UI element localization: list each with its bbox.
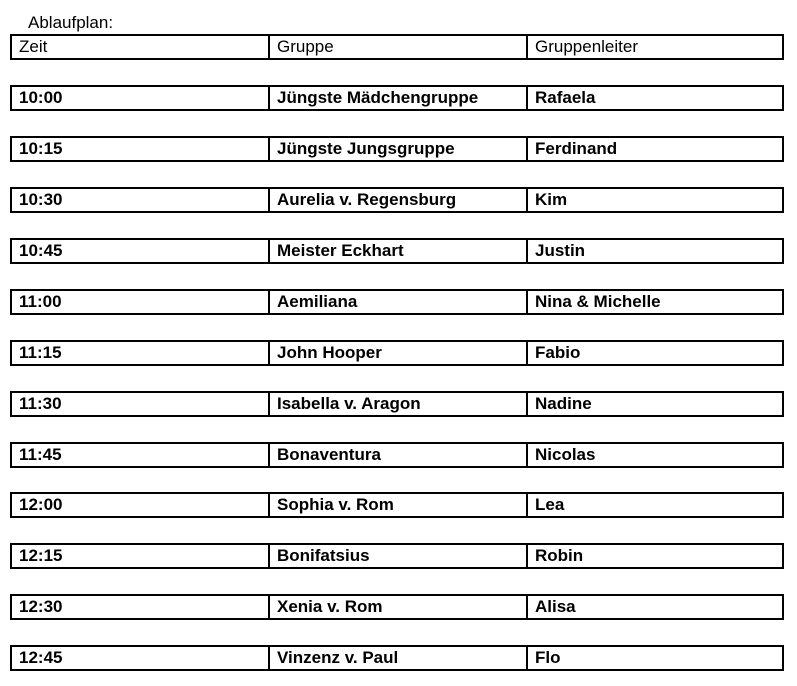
table-row: [10, 85, 784, 111]
cell-zeit: 12:45: [12, 647, 270, 669]
cell-zeit: 12:30: [12, 596, 270, 618]
table-row: [10, 289, 784, 315]
cell-gruppe: Aurelia v. Regensburg: [270, 189, 528, 211]
table-row: [10, 238, 784, 264]
header-zeit: Zeit: [12, 36, 270, 58]
cell-zeit: 11:30: [12, 393, 270, 415]
cell-gruppenleiter: Robin: [535, 546, 584, 565]
cell-gruppe: Aemiliana: [270, 291, 528, 313]
cell-zeit: 10:45: [12, 240, 270, 262]
table-row: [10, 645, 784, 671]
cell-zeit: 11:45: [12, 444, 270, 466]
cell-gruppe: Bonaventura: [270, 444, 528, 466]
cell-zeit: 12:15: [12, 545, 270, 567]
header-gruppe: Gruppe: [270, 36, 528, 58]
cell-zeit: 11:15: [12, 342, 270, 364]
table-row: [10, 391, 784, 417]
cell-zeit: 12:00: [12, 494, 270, 516]
cell-gruppe: Xenia v. Rom: [270, 596, 528, 618]
table-row: [10, 492, 784, 518]
table-row: [10, 136, 784, 162]
cell-gruppenleiter: Nicolas: [535, 445, 596, 464]
cell-gruppenleiter: Fabio: [535, 343, 581, 362]
cell-gruppe: Vinzenz v. Paul: [270, 647, 528, 669]
cell-gruppenleiter: Flo: [535, 648, 561, 667]
cell-gruppe: Meister Eckhart: [270, 240, 528, 262]
cell-gruppenleiter: Justin: [535, 241, 586, 260]
table-row: [10, 187, 784, 213]
cell-gruppenleiter: Nadine: [535, 394, 592, 413]
cell-gruppe: Sophia v. Rom: [270, 494, 528, 516]
cell-gruppe: John Hooper: [270, 342, 528, 364]
header-gruppenleiter: Gruppenleiter: [535, 37, 639, 56]
cell-zeit: 10:30: [12, 189, 270, 211]
table-row: [10, 594, 784, 620]
cell-zeit: 11:00: [12, 291, 270, 313]
cell-gruppenleiter: Rafaela: [535, 88, 596, 107]
cell-gruppe: Jüngste Jungsgruppe: [270, 138, 528, 160]
table-row: [10, 340, 784, 366]
cell-gruppe: Jüngste Mädchengruppe: [270, 87, 528, 109]
cell-gruppenleiter: Lea: [535, 495, 565, 514]
cell-gruppenleiter: Kim: [535, 190, 568, 209]
page-title: Ablaufplan:: [28, 13, 114, 32]
cell-gruppenleiter: Alisa: [535, 597, 576, 616]
cell-zeit: 10:00: [12, 87, 270, 109]
cell-gruppe: Bonifatsius: [270, 545, 528, 567]
table-row: [10, 543, 784, 569]
cell-gruppenleiter: Nina & Michelle: [535, 292, 661, 311]
cell-gruppenleiter: Ferdinand: [535, 139, 618, 158]
cell-zeit: 10:15: [12, 138, 270, 160]
table-header: [10, 34, 784, 60]
table-row: [10, 442, 784, 468]
cell-gruppe: Isabella v. Aragon: [270, 393, 528, 415]
